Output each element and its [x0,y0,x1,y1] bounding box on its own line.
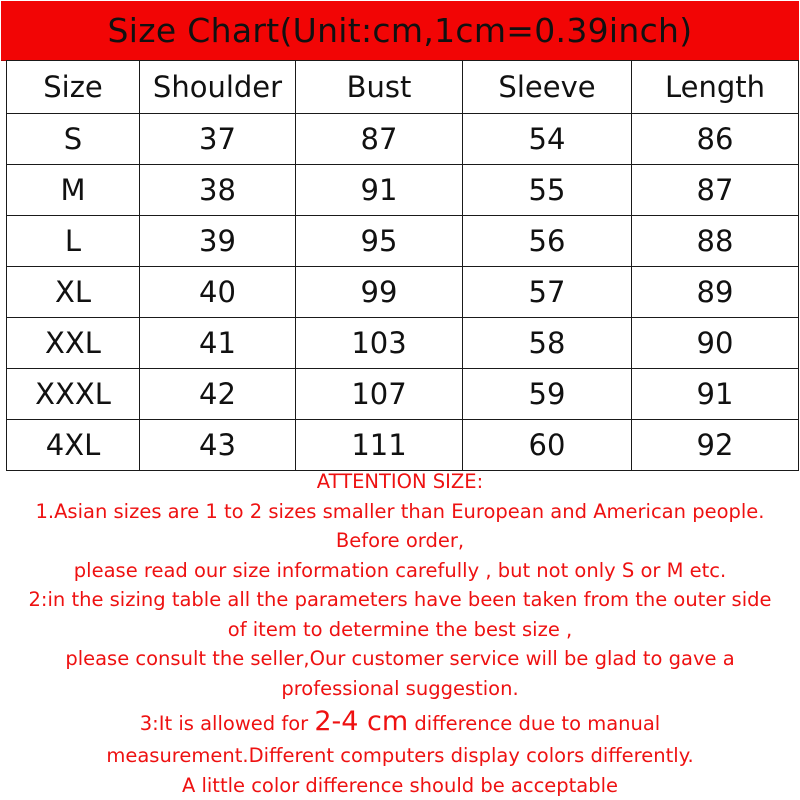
table-cell: 91 [296,165,463,216]
table-cell: 42 [140,369,296,420]
table-cell: XXXL [7,369,140,420]
note-line: of item to determine the best size , [227,617,573,641]
column-header: Sleeve [463,61,632,114]
table-row [7,165,799,216]
column-header: Bust [296,61,463,114]
note-line: Before order, [335,529,465,552]
table-cell: XL [7,267,140,318]
table-row [7,267,799,318]
table-cell: 37 [140,114,296,165]
table-row [7,318,799,369]
tolerance-highlight: 2-4 cm [314,706,409,737]
page-title: Size Chart(Unit:cm,1cm=0.39inch) [107,11,693,50]
column-header: Length [632,61,799,114]
note-line: please consult the seller,Our customer service will be glad to gave a [65,647,735,670]
table-cell: 4XL [7,420,140,471]
table-cell: 87 [296,114,463,165]
table-cell: 43 [140,420,296,471]
table-row [7,216,799,267]
table-cell: 92 [632,420,799,471]
table-cell: 56 [463,216,632,267]
note-line: professional suggestion. [281,676,519,700]
table-cell: 54 [463,114,632,165]
table-cell: 95 [296,216,463,267]
notes-heading: ATTENTION SIZE: [316,470,484,493]
table-cell: 60 [463,420,632,471]
note-line: 2:in the sizing table all the parameters have been taken from the outer side [28,588,772,611]
table-cell: 59 [463,369,632,420]
note-line: please read our size information carefully , but not only S or M etc. [73,558,727,582]
table-cell: 90 [632,318,799,369]
note-text: difference due to manual [408,712,661,735]
note-line: 1.Asian sizes are 1 to 2 sizes smaller than European and American people. [35,499,765,523]
size-table [6,60,799,471]
table-cell: 91 [632,369,799,420]
table-cell: 38 [140,165,296,216]
table-cell: 41 [140,318,296,369]
note-line [0,703,800,741]
table-cell: M [7,165,140,216]
table-cell: 57 [463,267,632,318]
title-bar [1,1,799,61]
table-cell: 86 [632,114,799,165]
table-cell: 55 [463,165,632,216]
table-cell: 58 [463,318,632,369]
note-line: A little color difference should be acceptable [181,773,619,797]
note-line: measurement.Different computers display colors differently. [106,744,694,767]
table-row [7,114,799,165]
note-text: 3:It is allowed for [139,712,315,735]
table-cell: 40 [140,267,296,318]
column-header: Size [7,61,140,114]
attention-notes [0,467,800,800]
table-cell: 88 [632,216,799,267]
table-row [7,420,799,471]
table-cell: 89 [632,267,799,318]
column-header: Shoulder [140,61,296,114]
table-cell: 87 [632,165,799,216]
table-cell: 103 [296,318,463,369]
table-cell: XXL [7,318,140,369]
table-cell: 99 [296,267,463,318]
table-header-row [7,61,799,114]
table-cell: 107 [296,369,463,420]
table-cell: 111 [296,420,463,471]
table-row [7,369,799,420]
table-cell: L [7,216,140,267]
table-cell: 39 [140,216,296,267]
table-cell: S [7,114,140,165]
